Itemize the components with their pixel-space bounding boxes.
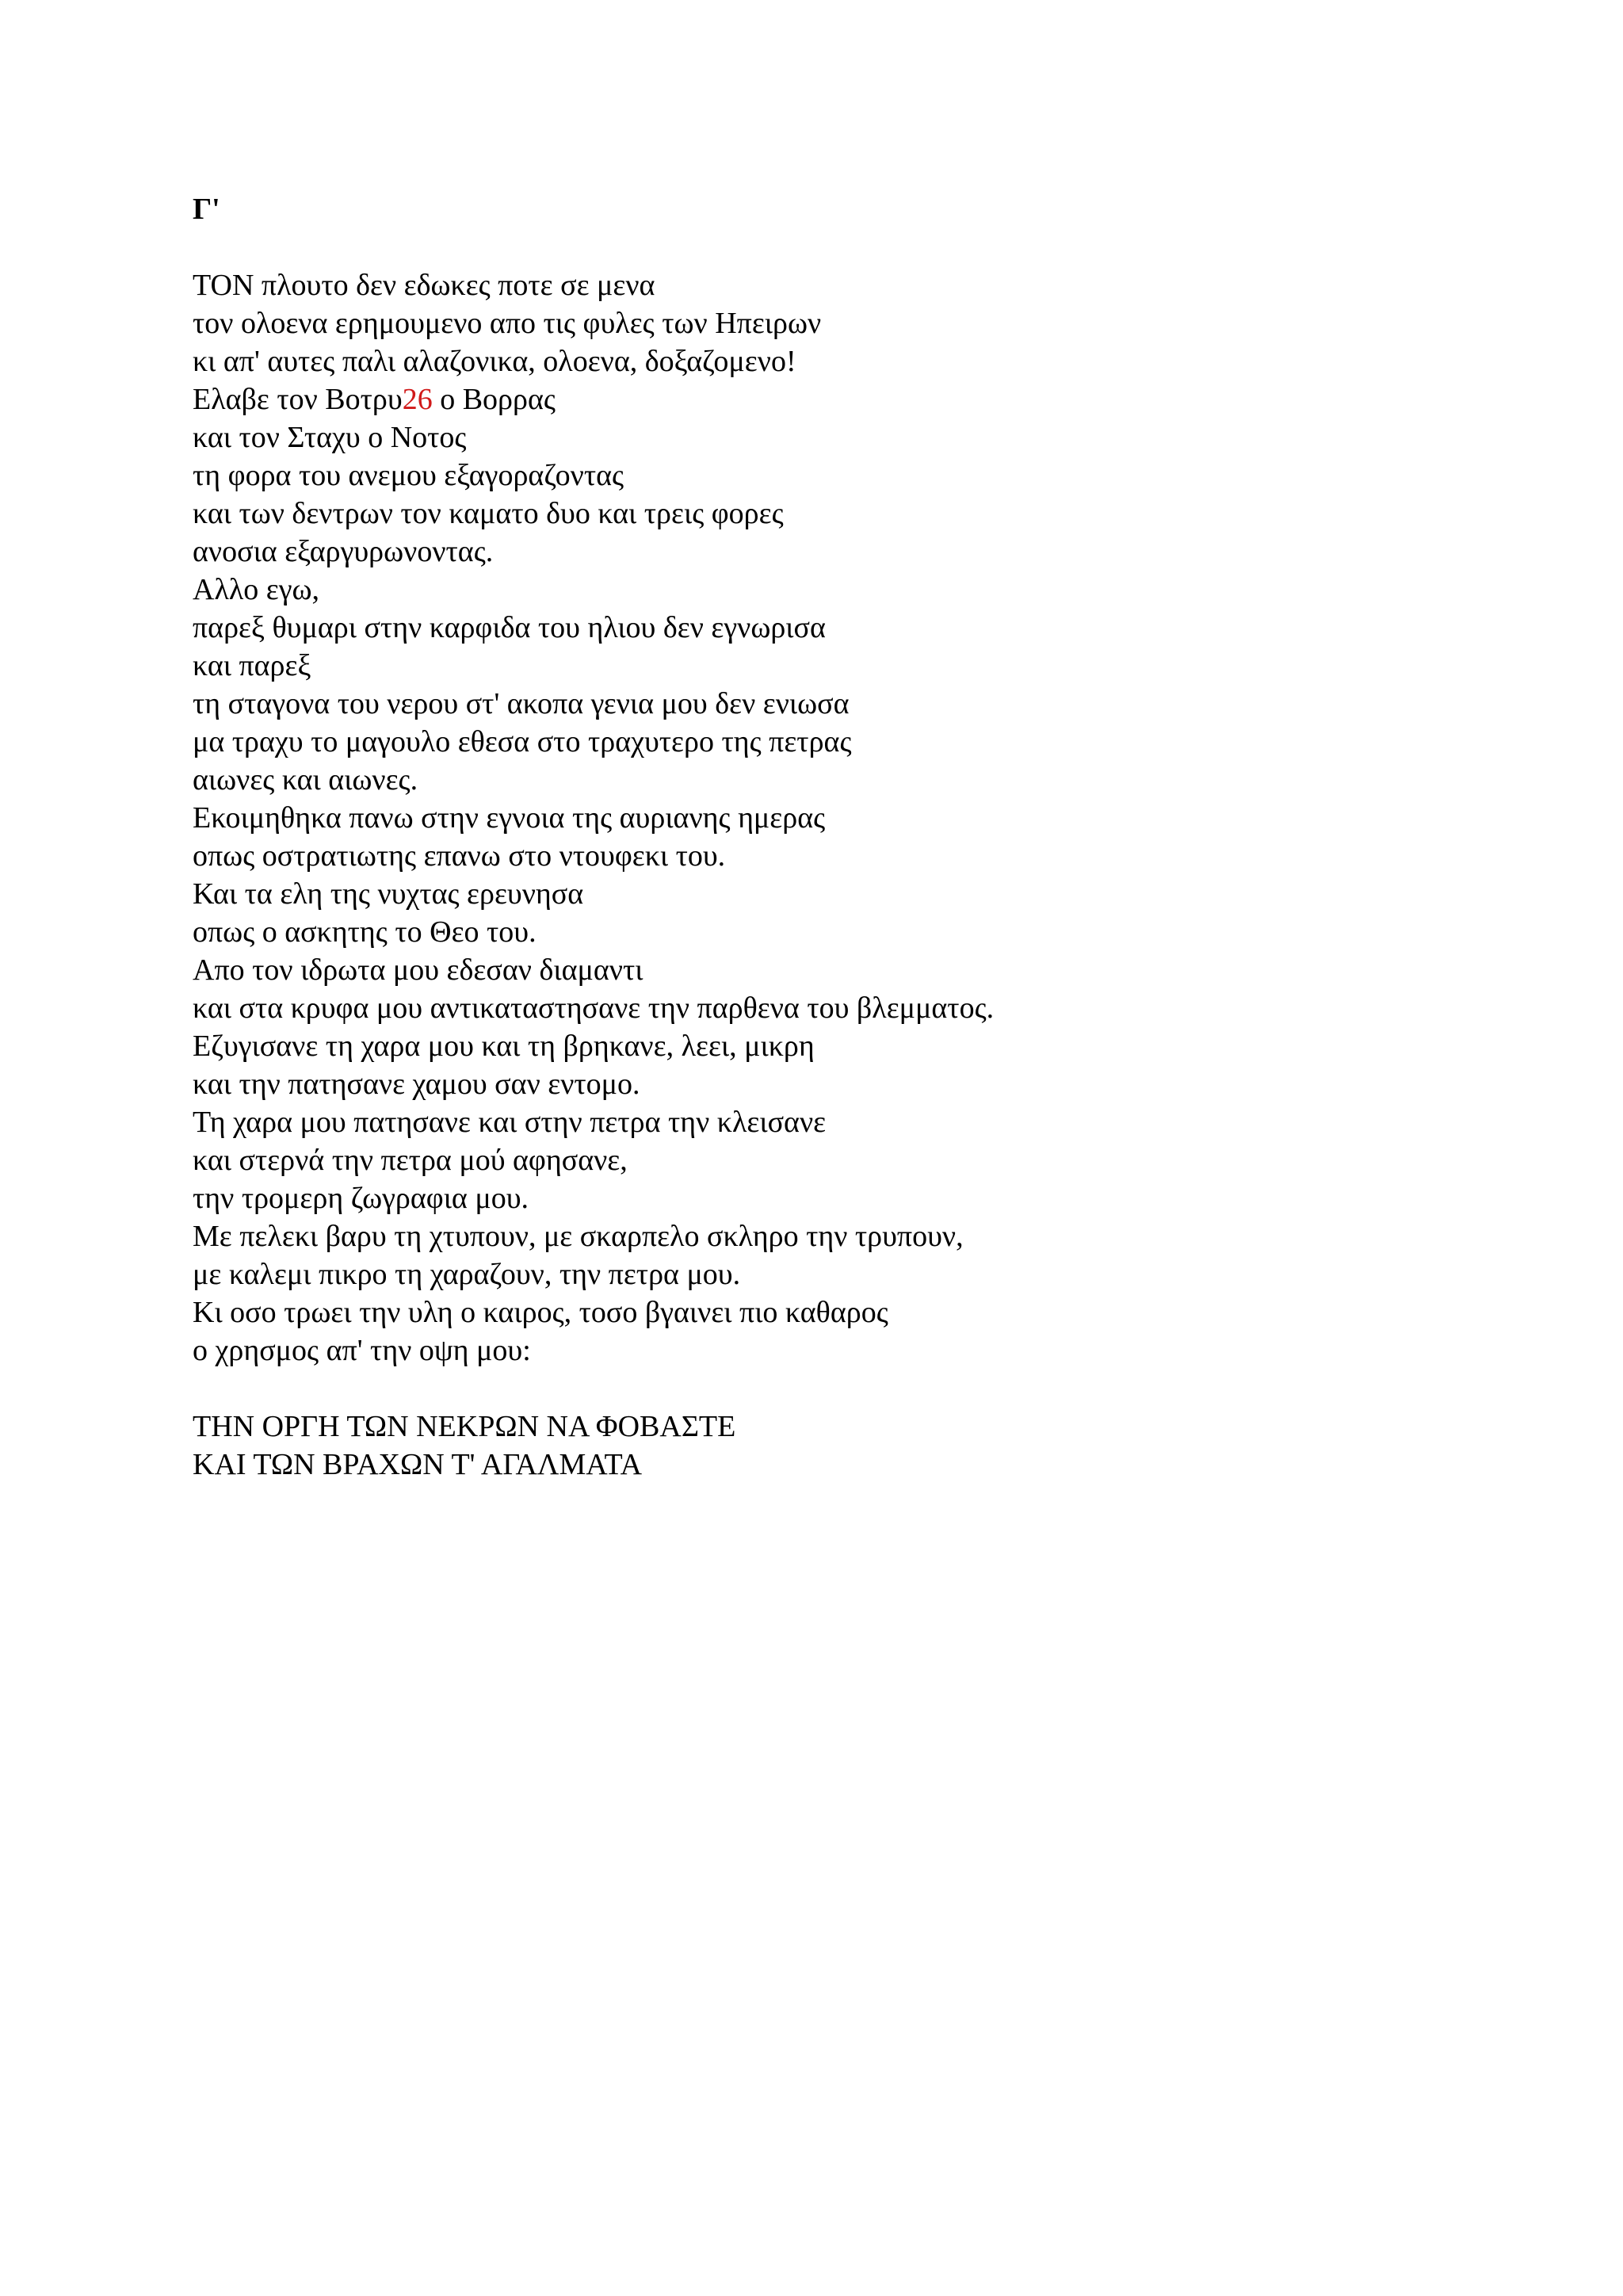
poem-line: Αλλο εγω, xyxy=(193,573,320,606)
closing-stanza xyxy=(193,1408,1540,1484)
poem-line: και στερνά την πετρα μού αφησανε, xyxy=(193,1144,628,1177)
poem-line-with-footnote xyxy=(193,380,1540,418)
poem-line: οπως οστρατιωτης επανω στο ντουφεκι του. xyxy=(193,839,726,873)
poem-line: Απο τον ιδρωτα μου εδεσαν διαμαντι xyxy=(193,953,643,987)
poem-line: παρεξ θυμαρι στην καρφιδα του ηλιου δεν εγνωρισα xyxy=(193,611,826,644)
closing-line: ΚΑΙ ΤΩΝ ΒΡΑΧΩΝ Τ' ΑΓΑΛΜΑΤΑ xyxy=(193,1448,643,1481)
document-page xyxy=(193,190,1540,1484)
poem-line: τη σταγονα του νερου στ' ακοπα γενια μου δεν ενιωσα xyxy=(193,687,850,720)
footnote-marker[interactable]: 26 xyxy=(402,383,433,416)
poem-line: Εκοιμηθηκα πανω στην εγνοια της αυριανης ημερας xyxy=(193,801,826,835)
poem-line: και παρεξ xyxy=(193,649,311,682)
poem-line: την τρομερη ζωγραφια μου. xyxy=(193,1182,529,1215)
poem-line: και των δεντρων τον καματο δυο και τρεις φορες xyxy=(193,497,784,530)
closing-line: ΤΗΝ ΟΡΓΗ ΤΩΝ ΝΕΚΡΩΝ ΝΑ ΦΟΒΑΣΤΕ xyxy=(193,1410,736,1443)
poem-line: κι απ' αυτες παλι αλαζονικα, ολοενα, δοξαζομενο! xyxy=(193,345,796,378)
line-text-after: ο Βορρας xyxy=(432,383,556,416)
poem-line: ο χρησμος απ' την οψη μου: xyxy=(193,1334,531,1367)
poem-line: ανοσια εξαργυρωνοντας. xyxy=(193,535,494,568)
poem-line: και τον Σταχυ ο Νοτος xyxy=(193,421,467,454)
line-text-before: Ελαβε τον Βοτρυ xyxy=(193,383,403,416)
poem-line: Και τα ελη της νυχτας ερευνησα xyxy=(193,877,584,911)
section-heading: Γ' xyxy=(193,193,220,226)
poem-line: τη φορα του ανεμου εξαγοραζοντας xyxy=(193,459,624,492)
poem-line: και στα κρυφα μου αντικαταστησανε την παρθενα του βλεμματος. xyxy=(193,991,995,1025)
poem-line: Με πελεκι βαρυ τη χτυπουν, με σκαρπελο σκληρο την τρυπουν, xyxy=(193,1220,964,1253)
poem-line: με καλεμι πικρο τη χαραζουν, την πετρα μου. xyxy=(193,1258,741,1291)
poem-stanza xyxy=(193,266,1540,1370)
poem-line: Τη χαρα μου πατησανε και στην πετρα την κλεισανε xyxy=(193,1106,827,1139)
poem-line: ΤΟΝ πλουτο δεν εδωκες ποτε σε μενα xyxy=(193,269,655,302)
poem-line: Εζυγισανε τη χαρα μου και τη βρηκανε, λεει, μικρη xyxy=(193,1030,815,1063)
poem-line: τον ολοενα ερημουμενο απο τις φυλες των Ηπειρων xyxy=(193,307,822,340)
poem-line: μα τραχυ το μαγουλο εθεσα στο τραχυτερο της πετρας xyxy=(193,725,852,758)
poem-line: και την πατησανε χαμου σαν εντομο. xyxy=(193,1068,640,1101)
poem-line: οπως ο ασκητης το Θεο του. xyxy=(193,915,537,949)
poem-line: Κι οσο τρωει την υλη ο καιρος, τοσο βγαινει πιο καθαρος xyxy=(193,1296,888,1329)
poem-line: αιωνες και αιωνες. xyxy=(193,763,418,797)
